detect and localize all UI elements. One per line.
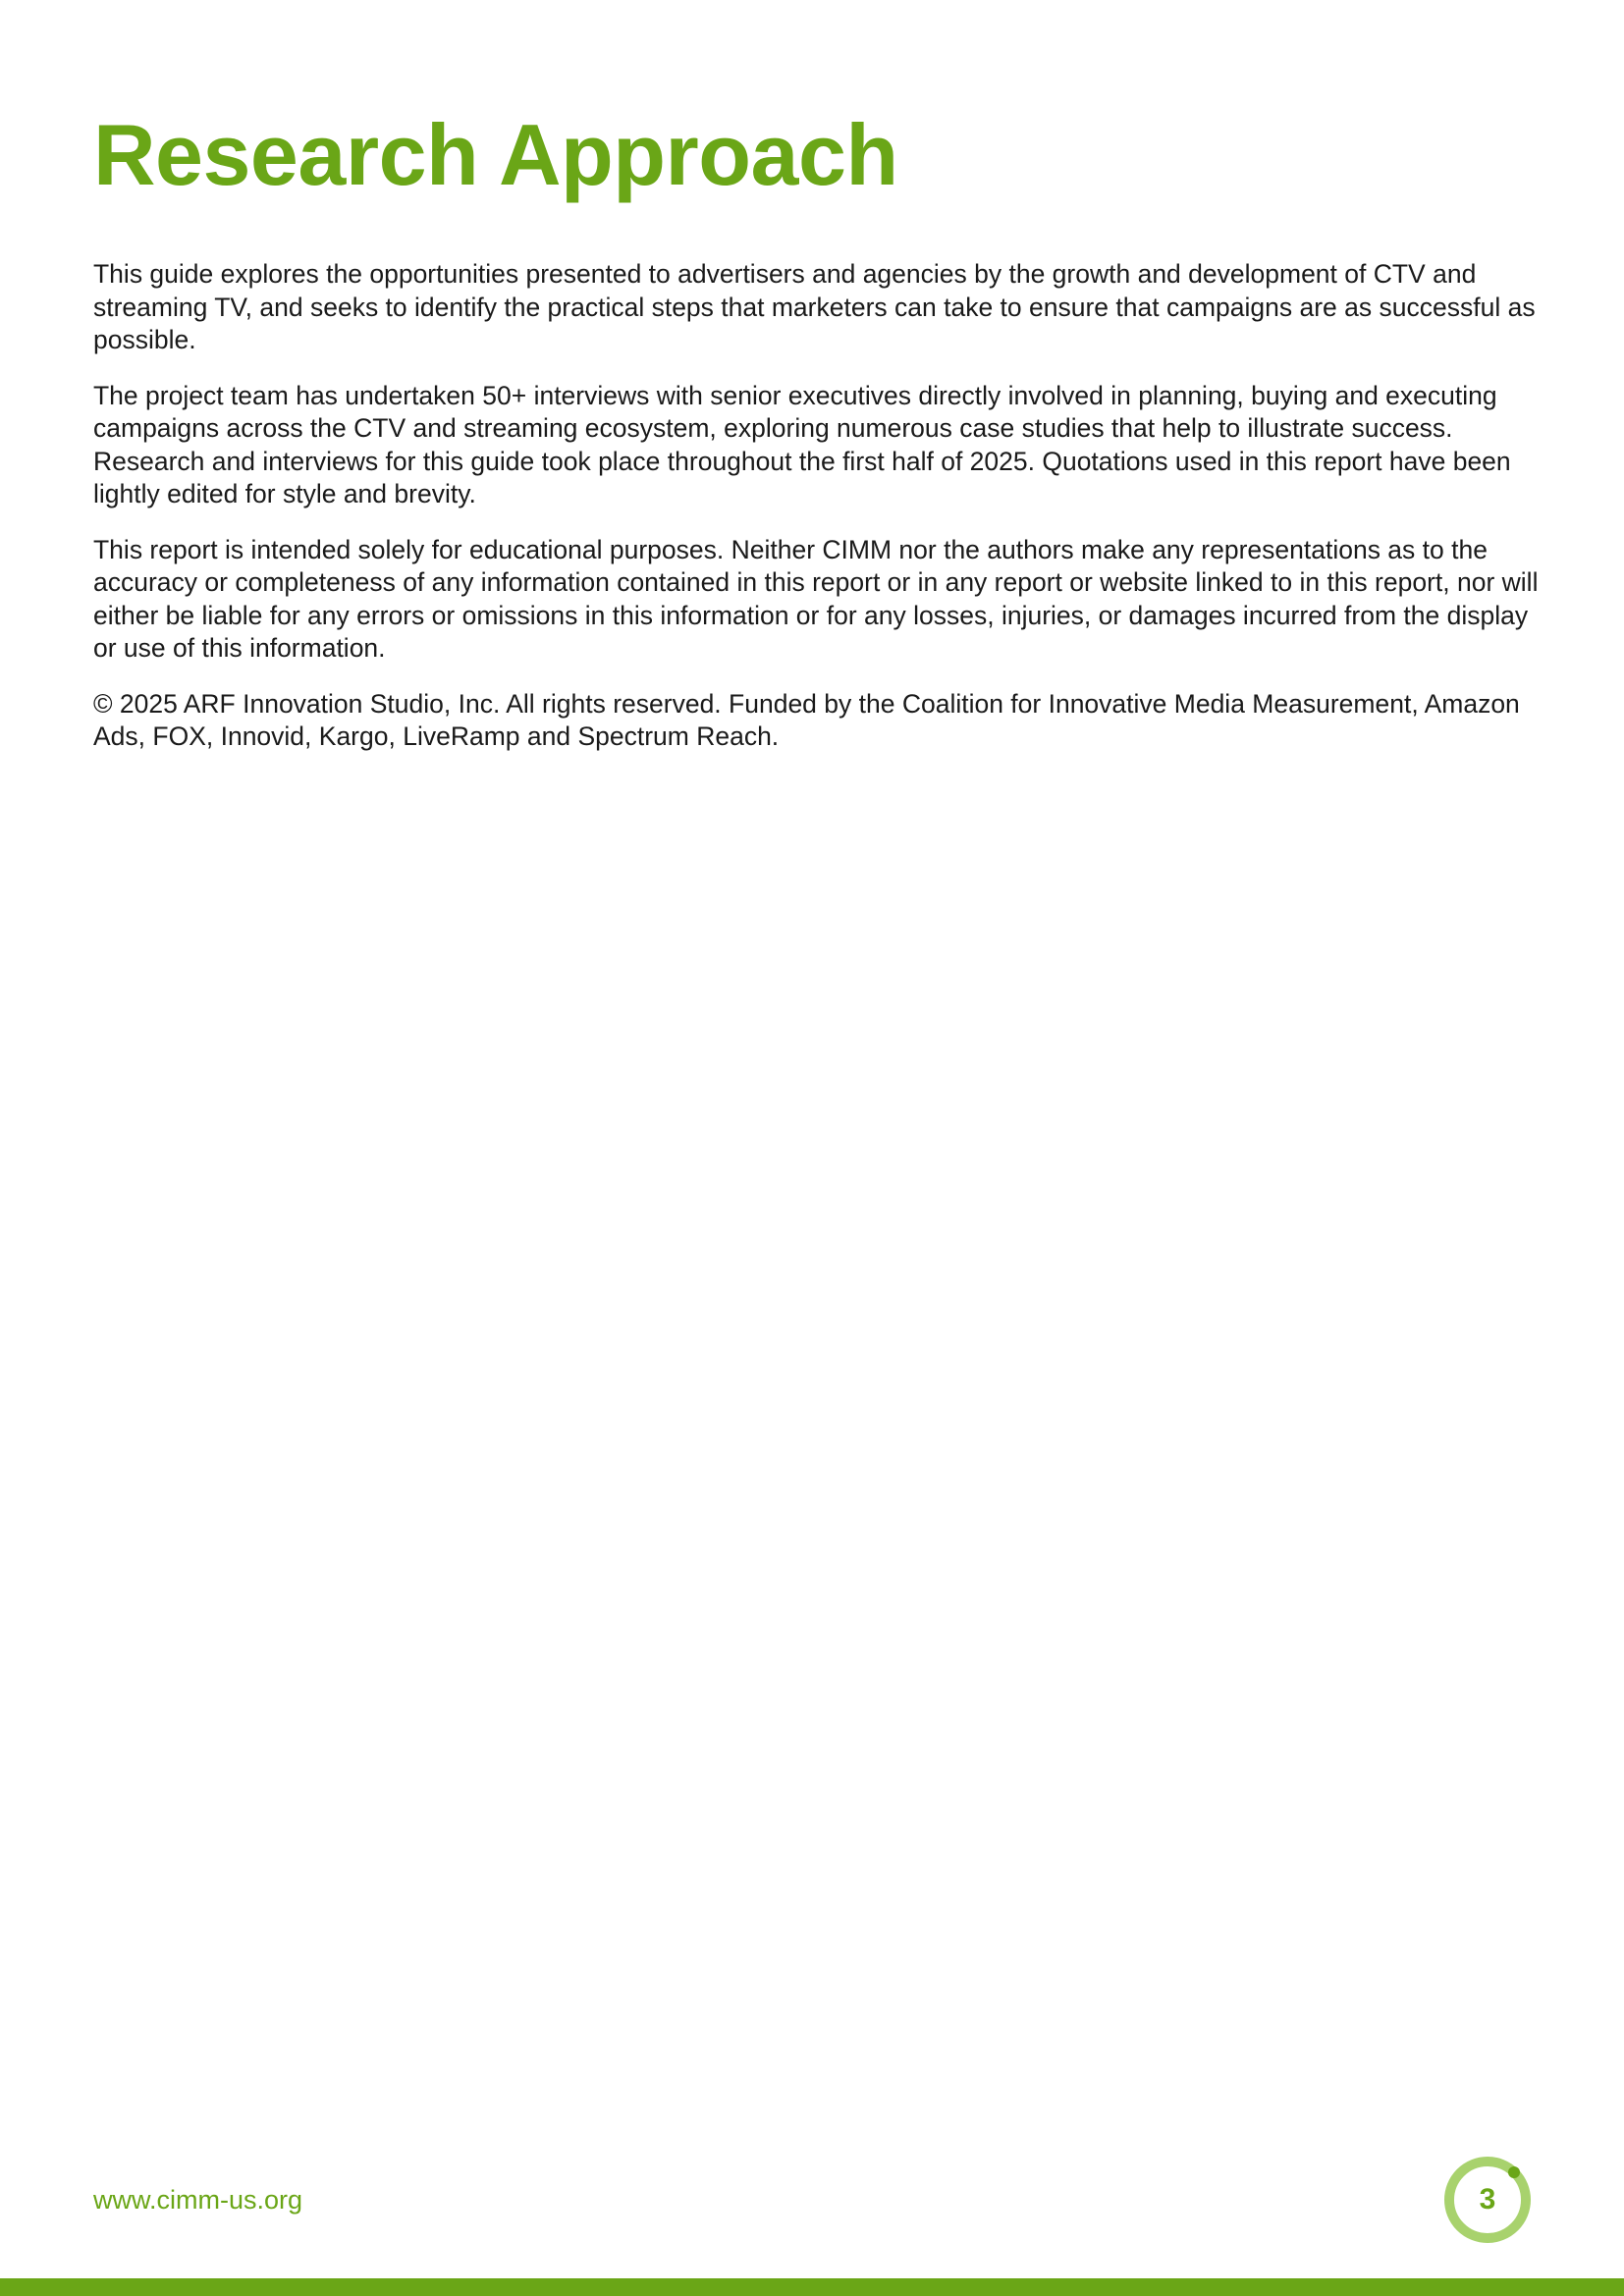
body-text [93,258,1546,776]
paragraph-intro: This guide explores the opportunities presented to advertisers and agencies by the growth and development of CTV and streaming TV, and seeks to identify the practical steps that marketers can take to ensure that campaigns are as successful as possible. [93,259,1536,354]
page-title: Research Approach [93,106,898,203]
bottom-accent-bar [0,2278,1624,2296]
footer-website-link[interactable]: www.cimm-us.org [93,2185,303,2215]
paragraph-methodology: The project team has undertaken 50+ interviews with senior executives directly involved in planning, buying and executing campaigns across the CTV and streaming ecosystem, exploring numerous case studies that help to illustrate success. Research and interviews for this guide took place throughout the first half of 2025. Quotations used in this report have been lightly edited for style and brevity. [93,380,1511,508]
paragraph-copyright: © 2025 ARF Innovation Studio, Inc. All rights reserved. Funded by the Coalition for Innovative Media Measurement, Amazon Ads, FOX, Innovid, Kargo, LiveRamp and Spectrum Reach. [93,688,1520,751]
paragraph-disclaimer: This report is intended solely for educational purposes. Neither CIMM nor the authors make any representations as to the accuracy or completeness of any information contained in this report or in any report or website linked to in this report, nor will either be liable for any errors or omissions in this information or for any losses, injuries, or damages incurred from the display or use of this information. [93,534,1539,663]
page-number: 3 [1479,2183,1496,2216]
page-number-badge [1442,2155,1533,2245]
